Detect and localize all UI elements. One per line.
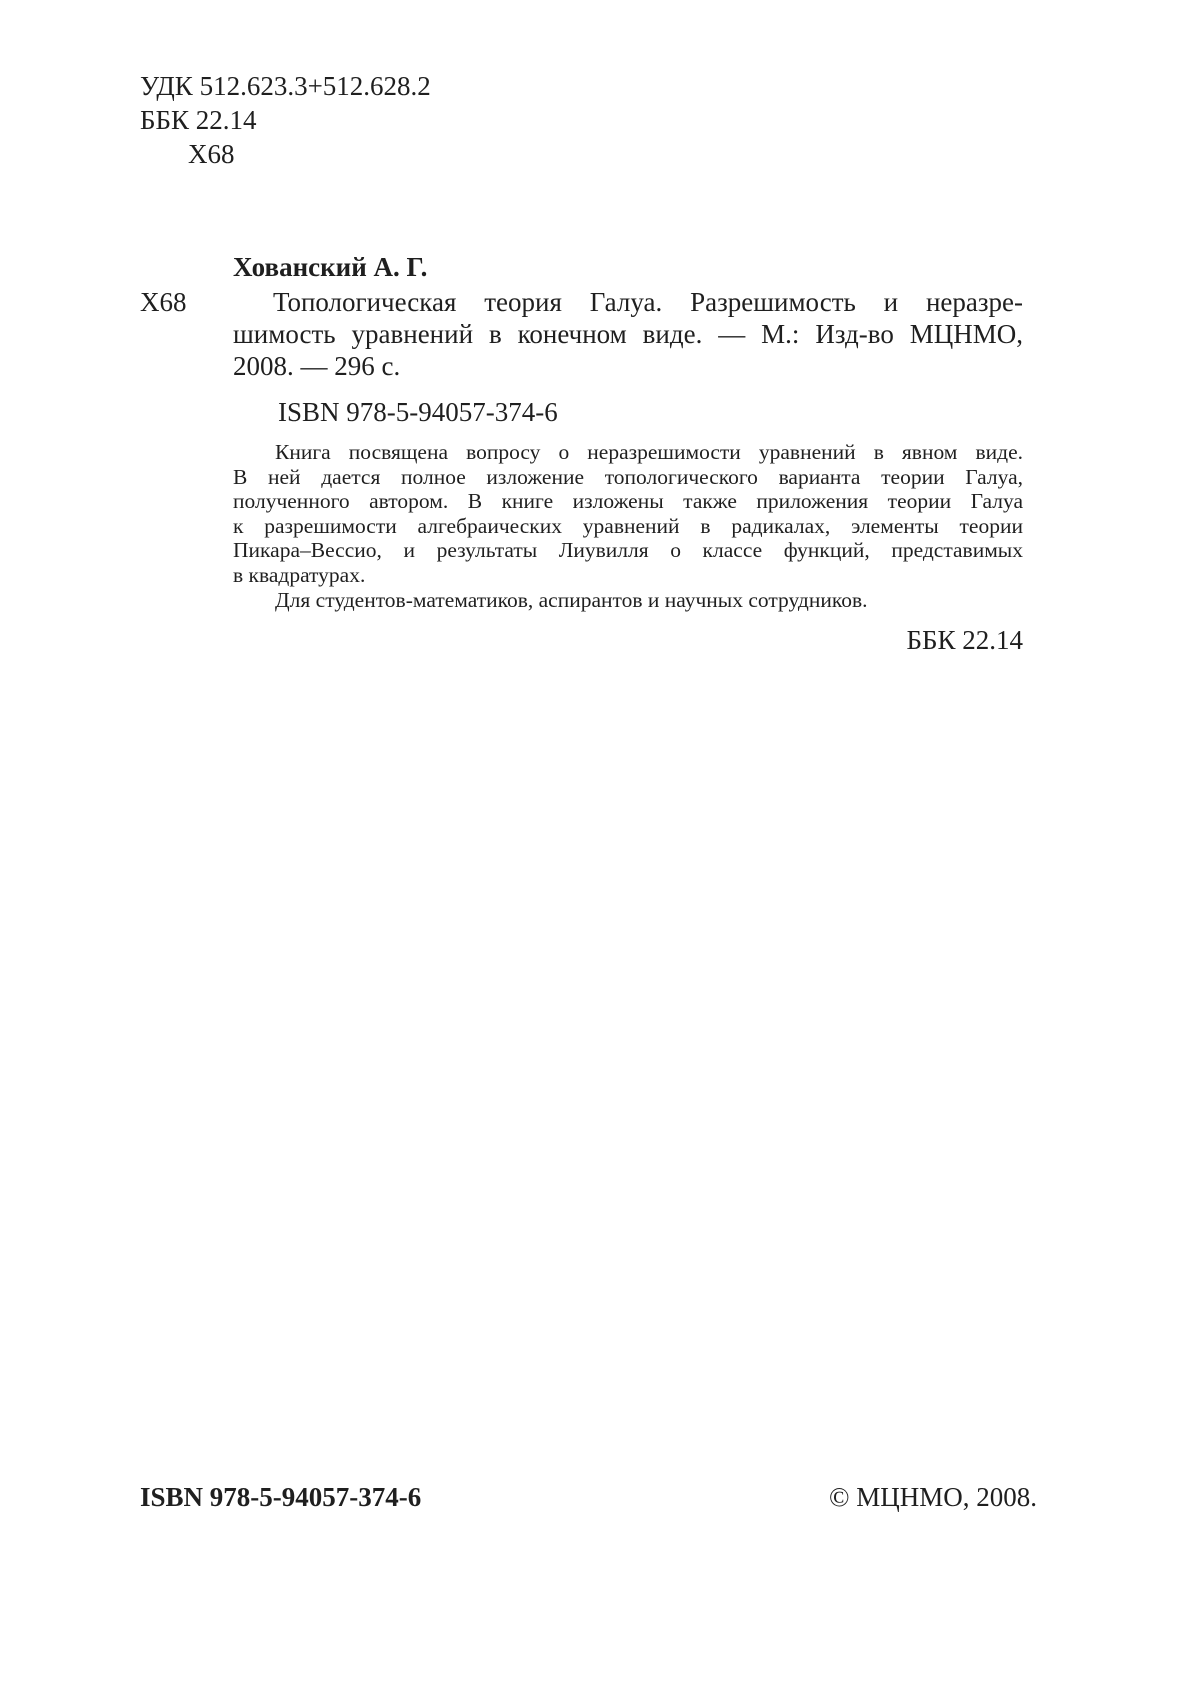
bibliographic-record [233, 286, 1023, 382]
author-sign-code: Х68 [188, 139, 235, 169]
annotation-line: Пикара–Вессио, и результаты Лиувилля о классе функций, представимых [233, 538, 1023, 563]
author-name: Хованский А. Г. [233, 252, 428, 282]
bbk-line: ББК 22.14 [140, 105, 257, 135]
annotation-line: Книга посвящена вопросу о неразрешимости уравнений в явном виде. [275, 440, 1023, 464]
record-line: шимость уравнений в конечном виде. — М.: Изд-во МЦНМО, [233, 319, 1023, 349]
annotation-block [233, 440, 1023, 612]
audience-line: Для студентов-математиков, аспирантов и научных сотрудников. [275, 587, 868, 612]
footer [140, 1481, 1037, 1513]
record-isbn: ISBN 978-5-94057-374-6 [278, 397, 558, 427]
record-line: Топологическая теория Галуа. Разрешимость и неразре- [273, 287, 1023, 317]
udk-line: УДК 512.623.3+512.628.2 [140, 71, 431, 101]
annotation-line: полученного автором. В книге изложены также приложения теории Галуа [233, 489, 1023, 514]
record-line: 2008. — 296 с. [233, 351, 401, 381]
bbk-right: ББК 22.14 [906, 625, 1023, 655]
cataloging-block [140, 69, 431, 171]
footer-copyright: © МЦНМО, 2008. [828, 1482, 1037, 1512]
annotation-line: к разрешимости алгебраических уравнений в радикалах, элементы теории [233, 513, 1023, 538]
entry-margin-code: Х68 [140, 287, 187, 317]
annotation-line: в квадратурах. [233, 562, 366, 587]
footer-isbn: ISBN 978-5-94057-374-6 [140, 1482, 422, 1512]
annotation-line: В ней дается полное изложение топологического варианта теории Галуа, [233, 464, 1023, 489]
